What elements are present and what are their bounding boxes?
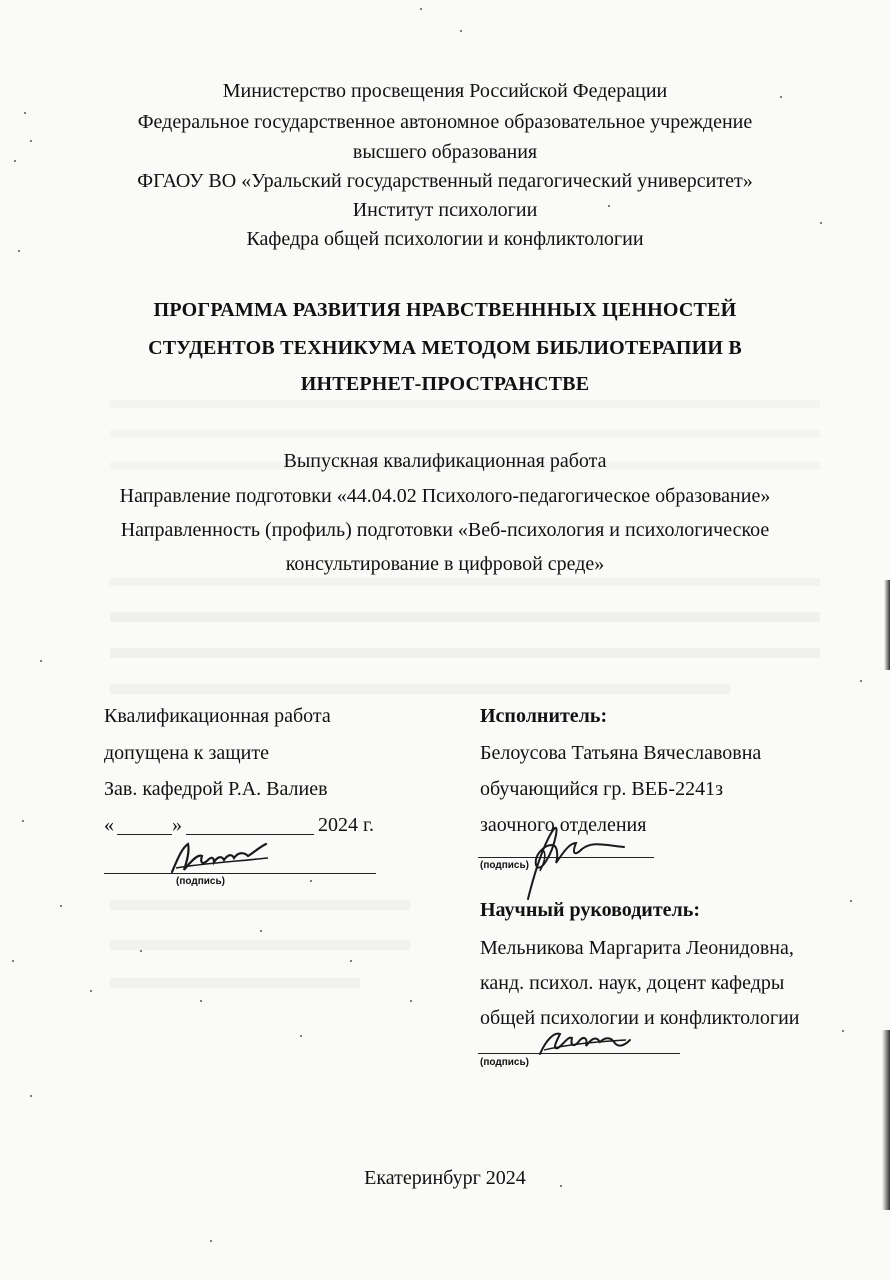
supervisor-signature-label: (подпись) bbox=[480, 1057, 529, 1068]
university-name-line: ФГАОУ ВО «Уральский государственный педагогический университет» bbox=[137, 170, 753, 192]
executor-group: обучающийся гр. ВЕБ-2241з bbox=[480, 778, 723, 800]
head-of-department: Зав. кафедрой Р.А. Валиев bbox=[104, 778, 328, 800]
scan-edge-shadow bbox=[884, 580, 890, 670]
date-year: 2024 г. bbox=[318, 814, 374, 836]
department-line: Кафедра общей психологии и конфликтологии bbox=[246, 228, 644, 250]
executor-heading: Исполнитель: bbox=[480, 705, 608, 727]
thesis-title-line-2: СТУДЕНТОВ ТЕХНИКУМА МЕТОДОМ БИБЛИОТЕРАПИИ В bbox=[148, 337, 742, 359]
thesis-title-line-3: ИНТЕРНЕТ-ПРОСТРАНСТВЕ bbox=[300, 373, 590, 395]
admission-signature-label: (подпись) bbox=[176, 876, 225, 887]
head-signature-icon bbox=[168, 838, 278, 878]
executor-name: Белоусова Татьяна Вячеславовна bbox=[480, 742, 762, 764]
supervisor-signature-icon bbox=[534, 1026, 634, 1062]
ministry-line: Министерство просвещения Российской Федерации bbox=[222, 80, 668, 102]
date-quote-close: » bbox=[172, 814, 182, 836]
study-direction: Направление подготовки «44.04.02 Психолого-педагогическое образование» bbox=[119, 485, 771, 507]
admission-line-1: Квалификационная работа bbox=[104, 705, 331, 727]
executor-signature-label: (подпись) bbox=[480, 860, 529, 871]
institute-line: Институт психологии bbox=[352, 199, 538, 221]
supervisor-position: канд. психол. наук, доцент кафедры bbox=[480, 972, 785, 994]
thesis-title-line-1: ПРОГРАММА РАЗВИТИЯ НРАВСТВЕНННЫХ ЦЕННОСТЕЙ bbox=[153, 299, 737, 321]
study-profile-line-1: Направленность (профиль) подготовки «Веб-психология и психологическое bbox=[120, 519, 770, 541]
executor-signature-icon bbox=[500, 805, 630, 905]
admission-line-2: допущена к защите bbox=[104, 742, 269, 764]
institution-type-line: Федеральное государственное автономное образовательное учреждение bbox=[137, 111, 753, 133]
city-and-year: Екатеринбург 2024 bbox=[364, 1167, 526, 1189]
date-quote-open: « bbox=[104, 814, 114, 836]
supervisor-department: общей психологии и конфликтологии bbox=[480, 1007, 800, 1029]
work-type: Выпускная квалификационная работа bbox=[283, 450, 607, 472]
supervisor-heading: Научный руководитель: bbox=[480, 899, 700, 921]
education-level-line: высшего образования bbox=[352, 141, 538, 163]
supervisor-name: Мельникова Маргарита Леонидовна, bbox=[480, 937, 794, 959]
study-profile-line-2: консультирование в цифровой среде» bbox=[285, 553, 605, 575]
executor-department: заочного отделения bbox=[480, 814, 647, 836]
scan-edge-shadow-lower bbox=[882, 1030, 890, 1210]
